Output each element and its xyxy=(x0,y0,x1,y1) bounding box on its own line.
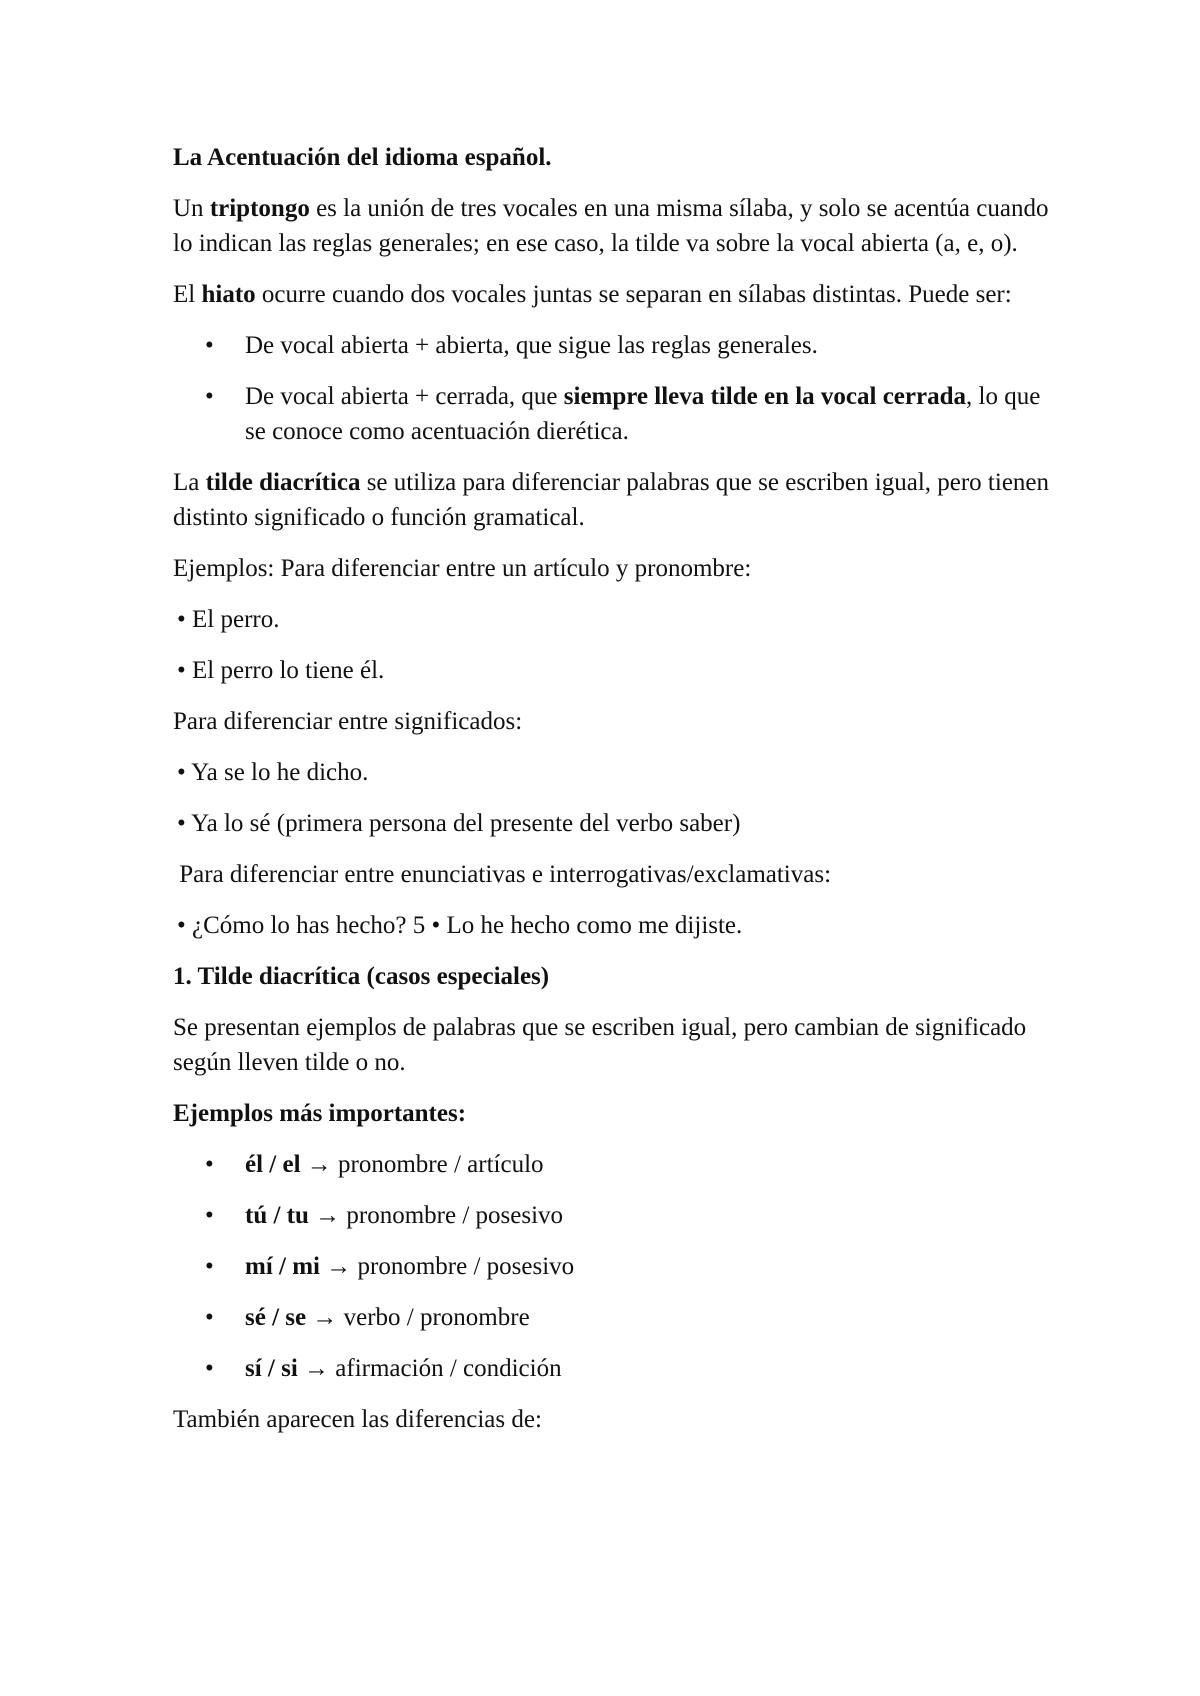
bullet-icon: • xyxy=(205,1304,214,1331)
bullet-icon: • xyxy=(205,1253,214,1280)
text: es la unión de tres vocales en una misma sílaba, y solo se acentúa cuando lo indican las reglas generales; en ese caso, la tilde va sobre la vocal abierta (a, e, o). xyxy=(173,195,1049,257)
paragraph-hiato xyxy=(173,277,1053,312)
list-item xyxy=(173,1351,1053,1386)
example-line: • Ya lo sé (primera persona del presente del verbo saber) xyxy=(177,810,741,837)
pair-meaning: → verbo / pronombre xyxy=(306,1304,530,1331)
paragraph-triptongo xyxy=(173,191,1053,261)
meanings-intro: Para diferenciar entre significados: xyxy=(173,708,523,735)
document-page xyxy=(173,140,1053,1453)
text: El xyxy=(173,281,202,308)
pair-meaning: → afirmación / condición xyxy=(297,1355,562,1382)
term-hiato: hiato xyxy=(201,281,256,308)
text: ocurre cuando dos vocales juntas se separan en sílabas distintas. Puede ser: xyxy=(255,281,1012,308)
text: se utiliza para diferenciar palabras que se escriben igual, pero tienen distinto significado o función gramatical. xyxy=(173,469,1050,531)
word-pair: sí / si xyxy=(245,1355,298,1382)
list-item xyxy=(173,1198,1053,1233)
term-tilde-diacritica: tilde diacrítica xyxy=(205,469,361,496)
hiato-list xyxy=(173,328,1053,449)
example-line: • El perro. xyxy=(177,606,280,633)
enunciativas-intro: Para diferenciar entre enunciativas e interrogativas/exclamativas: xyxy=(173,861,832,888)
bullet-icon: • xyxy=(205,383,214,410)
list-item-text: De vocal abierta + abierta, que sigue las reglas generales. xyxy=(245,332,818,359)
word-pair: mí / mi xyxy=(245,1253,320,1280)
document-title: La Acentuación del idioma español. xyxy=(173,144,552,171)
pair-meaning: → pronombre / posesivo xyxy=(308,1202,564,1229)
list-item xyxy=(173,328,1053,363)
bullet-icon: • xyxy=(205,332,214,359)
example-line: • ¿Cómo lo has hecho? 5 • Lo he hecho como me dijiste. xyxy=(177,912,743,939)
list-item-text: De vocal abierta + cerrada, que xyxy=(245,383,564,410)
text: Un xyxy=(173,195,210,222)
closing-line: También aparecen las diferencias de: xyxy=(173,1406,542,1433)
example-line: • El perro lo tiene él. xyxy=(177,657,385,684)
word-pair: tú / tu xyxy=(245,1202,309,1229)
paragraph-diacritica xyxy=(173,465,1053,535)
text: La xyxy=(173,469,206,496)
bullet-icon: • xyxy=(205,1355,214,1382)
section-text: Se presentan ejemplos de palabras que se escriben igual, pero cambian de significado según lleven tilde o no. xyxy=(173,1014,1027,1076)
term-triptongo: triptongo xyxy=(209,195,310,222)
section-heading: 1. Tilde diacrítica (casos especiales) xyxy=(173,963,550,990)
examples-intro: Ejemplos: Para diferenciar entre un artículo y pronombre: xyxy=(173,555,752,582)
pairs-list xyxy=(173,1147,1053,1386)
list-item-text: , lo que se conoce como acentuación dierética. xyxy=(245,383,1041,445)
pair-meaning: → pronombre / posesivo xyxy=(320,1253,575,1280)
list-item xyxy=(173,1249,1053,1284)
example-line: • Ya se lo he dicho. xyxy=(177,759,369,786)
pair-meaning: → pronombre / artículo xyxy=(300,1151,544,1178)
bullet-icon: • xyxy=(205,1151,214,1178)
list-item xyxy=(173,1147,1053,1182)
word-pair: sé / se xyxy=(245,1304,307,1331)
list-item xyxy=(173,379,1053,449)
bullet-icon: • xyxy=(205,1202,214,1229)
word-pair: él / el xyxy=(245,1151,301,1178)
emphasis: siempre lleva tilde en la vocal cerrada xyxy=(563,383,967,410)
important-heading: Ejemplos más importantes: xyxy=(173,1100,467,1127)
list-item xyxy=(173,1300,1053,1335)
